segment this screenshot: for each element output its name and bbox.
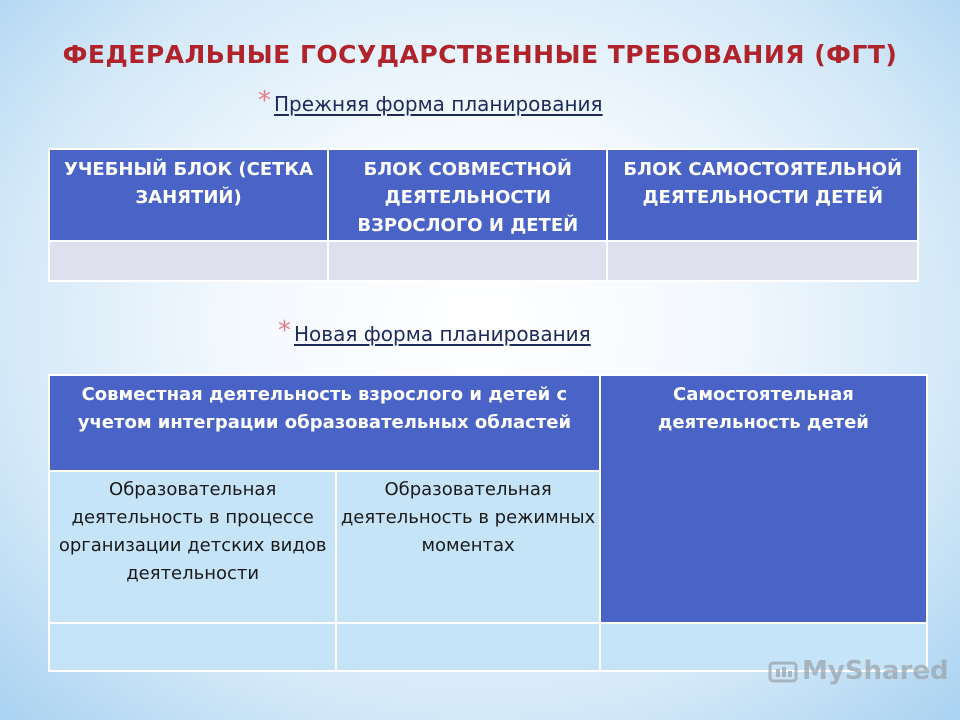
myshared-logo-icon xyxy=(768,657,798,687)
new-cell-organized-activity: Образовательная деятельность в процессе организации детских видов деятельности xyxy=(49,471,336,623)
old-col-study-block: УЧЕБНЫЙ БЛОК (СЕТКА ЗАНЯТИЙ) xyxy=(49,149,328,241)
section-heading-old xyxy=(258,86,603,122)
new-independent-header-text: Самостоятельная деятельность детей xyxy=(657,384,869,433)
old-empty-cell xyxy=(607,241,918,281)
section-heading-new-text: Новая форма планирования xyxy=(294,322,591,346)
new-planning-table xyxy=(48,374,928,672)
section-heading-new xyxy=(278,316,591,352)
new-cell-routine-moments: Образовательная деятельность в режимных моментах xyxy=(336,471,599,623)
old-col-joint-block: БЛОК СОВМЕСТНОЙ ДЕЯТЕЛЬНОСТИ ВЗРОСЛОГО И ДЕТЕЙ xyxy=(328,149,607,241)
new-independent-header xyxy=(600,375,927,623)
page-title: ФЕДЕРАЛЬНЫЕ ГОСУДАРСТВЕННЫЕ ТРЕБОВАНИЯ (ФГТ) xyxy=(62,40,898,69)
bullet-star-icon: * xyxy=(278,316,291,346)
old-col-independent-block: БЛОК САМОСТОЯТЕЛЬНОЙ ДЕЯТЕЛЬНОСТИ ДЕТЕЙ xyxy=(607,149,918,241)
new-empty-cell xyxy=(336,623,599,671)
myshared-watermark-text: MyShared xyxy=(802,656,949,686)
old-planning-table xyxy=(48,148,919,282)
section-heading-old-text: Прежняя форма планирования xyxy=(274,92,603,116)
new-joint-header: Совместная деятельность взрослого и детей с учетом интеграции образовательных областей xyxy=(49,375,600,471)
new-empty-cell xyxy=(49,623,336,671)
old-empty-cell xyxy=(49,241,328,281)
bullet-star-icon: * xyxy=(258,86,271,116)
old-empty-cell xyxy=(328,241,607,281)
myshared-watermark xyxy=(768,656,949,687)
